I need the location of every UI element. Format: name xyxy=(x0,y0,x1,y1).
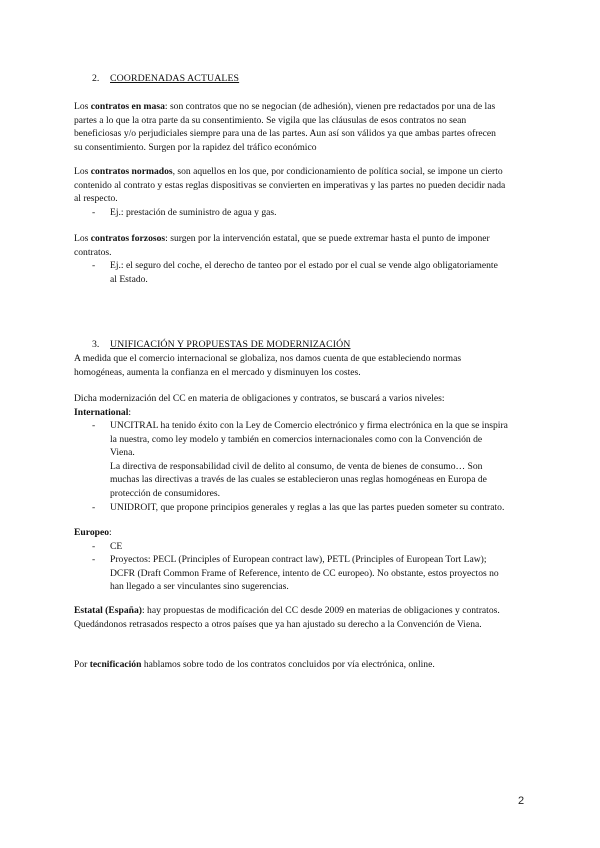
paragraph-estatal xyxy=(74,604,526,631)
text-line: Proyectos: PECL (Principles of European contract law), PETL (Principles of European Tort Law); xyxy=(110,554,487,565)
list-item-text: UNIDROIT, que propone principios generales y reglas a las que las partes pueden someter su contrato. xyxy=(110,502,505,513)
text-line: homogéneas, aumenta la confianza en el mercado y disminuyen los costes. xyxy=(74,366,361,378)
bold-term: contratos normados xyxy=(90,166,173,177)
level-label-europeo: Europeo xyxy=(74,527,110,538)
text-line: : son contratos que no se negocian (de adhesión), vienen pre redactados por una de las xyxy=(164,101,496,112)
list-item-text xyxy=(110,259,530,286)
text-line: partes a lo que la otra parte da su consentimiento. Se vigila que las cláusulas de esos contratos no sean xyxy=(74,114,467,126)
text-line: contratos. xyxy=(74,246,112,258)
text-line: Viena. xyxy=(110,447,135,459)
list-item xyxy=(92,419,532,501)
text-line: DCFR (Draft Common Frame of Reference, intento de CC europeo). No obstante, estos proyectos no xyxy=(110,567,499,579)
text-run: Por xyxy=(74,659,90,670)
bold-term: contratos en masa xyxy=(90,101,165,112)
text-run: : xyxy=(128,406,132,418)
text-line: , son aquellos en los que, por condicionamiento de política social, se impone un cierto xyxy=(172,166,503,177)
text-line: protección de consumidores. xyxy=(110,487,221,499)
text-line: UNCITRAL ha tenido éxito con la Ley de Comercio electrónico y firma electrónica en la que se inspira xyxy=(110,420,508,431)
text-line: al Estado. xyxy=(110,273,148,285)
bullet-dash: - xyxy=(92,420,96,431)
section-3-number: 3. xyxy=(92,339,100,350)
text-line: la nuestra, como ley modelo y también en comercios internacionales como con la Convención de xyxy=(110,433,483,445)
bold-term: contratos forzosos xyxy=(90,233,166,244)
paragraph-intro xyxy=(74,352,526,379)
page-number: 2 xyxy=(518,795,525,807)
text-line: : surgen por la intervención estatal, que se puede extremar hasta el punto de imponer xyxy=(165,233,490,244)
text-line: muchas las directivas a través de las cuales se establecieron unas reglas homogéneas en Europa de xyxy=(110,474,487,486)
list-item-text xyxy=(110,419,534,501)
bold-term: tecnificación xyxy=(89,659,142,670)
text-line: su consentimiento. Surgen por la rapidez del tráfico económico xyxy=(74,141,317,153)
text-line: A medida que el comercio internacional se globaliza, nos damos cuenta de que estableciendo normas xyxy=(74,353,462,364)
list-item-text: CE xyxy=(110,541,123,552)
bullet-dash: - xyxy=(92,260,96,271)
text-run: Los xyxy=(74,101,91,112)
section-3-title: UNIFICACIÓN Y PROPUESTAS DE MODERNIZACIÓN xyxy=(110,339,351,350)
text-line: beneficiosas y/o perjudiciales siempre para una de las partes. Aun así son válidos ya que ambas partes ofrecen xyxy=(74,128,496,140)
text-line: al respecto. xyxy=(74,193,118,205)
paragraph-niveles xyxy=(74,392,526,419)
paragraph-tecnificacion xyxy=(74,658,526,672)
text-line: Dicha modernización del CC en materia de obligaciones y contratos, se buscará a varios niveles: xyxy=(74,393,445,404)
section-3-heading xyxy=(92,338,350,352)
paragraph-contratos-forzosos xyxy=(74,232,526,259)
section-2-title: COORDENADAS ACTUALES xyxy=(110,73,240,84)
text-line: : hay propuestas de modificación del CC desde 2009 en materias de obligaciones y contratos. xyxy=(141,605,500,616)
section-2-number: 2. xyxy=(92,73,100,84)
text-line: hablamos sobre todo de los contratos concluidos por vía electrónica, online. xyxy=(141,659,435,670)
level-label-estatal: Estatal (España) xyxy=(74,605,142,616)
paragraph-contratos-en-masa xyxy=(74,100,526,154)
text-run: : xyxy=(109,527,112,538)
list-item-text xyxy=(110,553,534,594)
paragraph-europeo xyxy=(74,526,526,540)
list-item xyxy=(92,259,532,287)
bullet-dash: - xyxy=(92,502,96,513)
text-line: contenido al contrato y estas reglas dispositivas se convierten en imperativas y las partes no pueden decidir nada xyxy=(74,179,506,191)
text-line: Ej.: el seguro del coche, el derecho de tanteo por el estado por el cual se vende algo obligatoriamente xyxy=(110,260,498,271)
bullet-dash: - xyxy=(92,207,96,218)
level-label-international: International xyxy=(74,406,129,418)
list-item-text: Ej.: prestación de suministro de agua y gas. xyxy=(110,207,277,218)
bullet-dash: - xyxy=(92,541,96,552)
text-line: La directiva de responsabilidad civil de delito al consumo, de venta de bienes de consumo… Son xyxy=(110,460,483,472)
text-run: Los xyxy=(74,233,91,244)
text-run: Los xyxy=(74,166,91,177)
text-line: Quedándonos retrasados respecto a otros países que ya han ajustado su derecho a la Convención de Viena. xyxy=(74,618,482,630)
section-2-heading xyxy=(92,72,239,86)
bullet-dash: - xyxy=(92,554,96,565)
list-item xyxy=(92,553,532,595)
text-line: han llegado a ser vinculantes sino sugerencias. xyxy=(110,581,289,593)
paragraph-contratos-normados xyxy=(74,165,526,206)
